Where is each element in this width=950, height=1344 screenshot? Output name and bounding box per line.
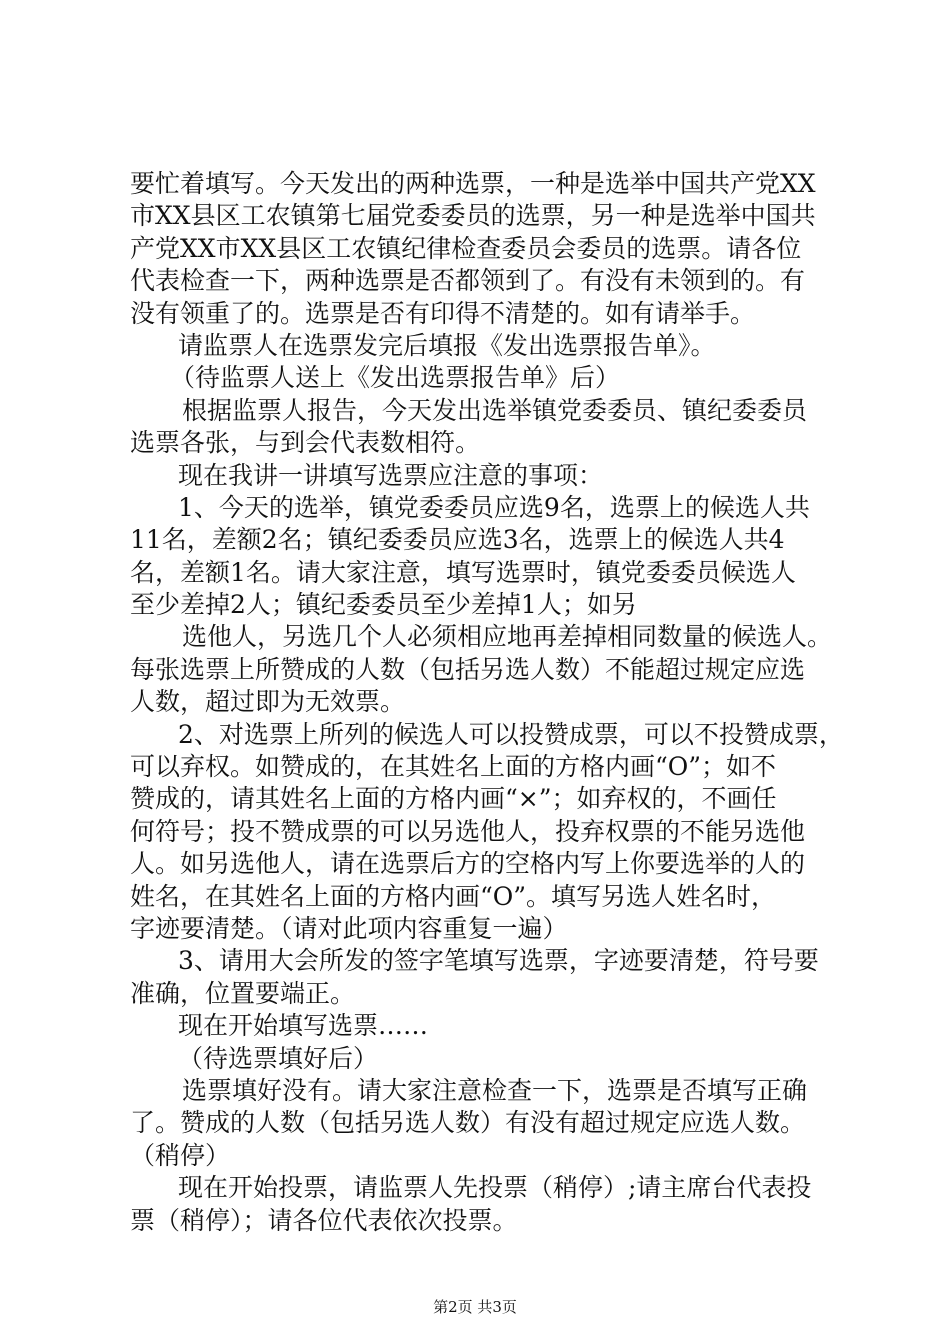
- text-line: 代表检查一下，两种选票是否都领到了。有没有未领到的。有: [130, 266, 806, 296]
- text-line: 现在我讲一讲填写选票应注意的事项：: [178, 460, 604, 490]
- text-line: 准确，位置要端正。: [130, 978, 356, 1008]
- text-line: 产党XX市XX县区工农镇纪律检查委员会委员的选票。请各位: [130, 233, 802, 263]
- page-footer: 第2页 共3页: [433, 1298, 517, 1316]
- text-line: 选票填好没有。请大家注意检查一下，选票是否填写正确: [182, 1075, 808, 1105]
- text-line: 2、对选票上所列的候选人可以投赞成票，可以不投赞成票，: [178, 719, 844, 749]
- text-line: 选他人，另选几个人必须相应地再差掉相同数量的候选人。: [182, 622, 833, 652]
- text-line: 何符号；投不赞成票的可以另选他人，投弃权票的不能另选他: [130, 816, 806, 846]
- text-line: 每张选票上所赞成的人数（包括另选人数）不能超过规定应选: [130, 654, 806, 684]
- text-line: 票（稍停）；请各位代表依次投票。: [130, 1205, 518, 1235]
- text-line: 3、请用大会所发的签字笔填写选票，字迹要清楚，符号要: [178, 946, 819, 976]
- text-line: （待监票人送上《发出选票报告单》后）: [170, 363, 621, 393]
- text-line: 1、今天的选举，镇党委委员应选9名，选票上的候选人共: [178, 492, 810, 522]
- text-line: 根据监票人报告，今天发出选举镇党委委员、镇纪委委员: [182, 395, 808, 425]
- text-line: 名，差额1名。请大家注意，填写选票时，镇党委委员候选人: [130, 557, 796, 587]
- text-line: 人。如另选他人，请在选票后方的空格内写上你要选举的人的: [130, 849, 806, 879]
- text-line: （稍停）: [130, 1140, 231, 1170]
- text-line: 请监票人在选票发完后填报《发出选票报告单》。: [178, 330, 716, 360]
- document-body: [130, 168, 844, 1237]
- text-line: 可以弃权。如赞成的，在其姓名上面的方格内画“O”；如不: [130, 752, 777, 782]
- text-line: 现在开始投票，请监票人先投票（稍停）;请主席台代表投: [178, 1173, 812, 1203]
- text-line: （待选票填好后）: [178, 1043, 379, 1073]
- text-line: 赞成的，请其姓名上面的方格内画“×”；如弃权的，不画任: [130, 784, 777, 814]
- text-line: 11名，差额2名；镇纪委委员应选3名，选票上的候选人共4: [130, 525, 785, 555]
- text-line: 要忙着填写。今天发出的两种选票，一种是选举中国共产党XX: [130, 169, 816, 198]
- text-line: 市XX县区工农镇第七届党委委员的选票，另一种是选举中国共: [130, 201, 816, 231]
- text-line: 至少差掉2人；镇纪委委员至少差掉1人；如另: [130, 590, 637, 620]
- text-line: 选票各张，与到会代表数相符。: [130, 428, 481, 458]
- text-line: 现在开始填写选票……: [178, 1011, 429, 1041]
- text-line: 了。赞成的人数（包括另选人数）有没有超过规定应选人数。: [130, 1108, 806, 1138]
- text-line: 姓名，在其姓名上面的方格内画“O”。填写另选人姓名时，: [130, 881, 777, 911]
- text-line: 字迹要清楚。（请对此项内容重复一遍）: [130, 913, 568, 943]
- text-line: 没有领重了的。选票是否有印得不清楚的。如有请举手。: [130, 298, 756, 328]
- text-line: 人数，超过即为无效票。: [130, 687, 406, 717]
